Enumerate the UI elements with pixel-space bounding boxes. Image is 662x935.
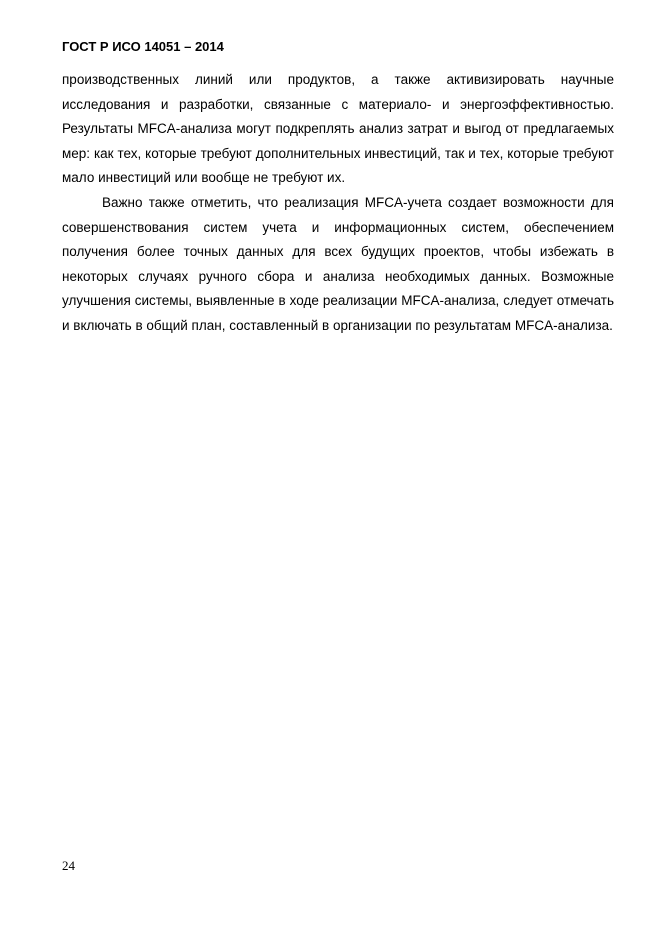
document-header: ГОСТ Р ИСО 14051 – 2014 — [62, 39, 224, 54]
paragraph-continuation: производственных линий или продуктов, а также активизировать научные исследования и разработки, связанные с материало- и энергоэффективностью. Результаты MFCA-анализа могут подкреплять анализ затрат и выгод от предлагаемых мер: как тех, которые требуют дополнительных инвестиций, так и тех, которые требуют мало инвестиций или вообще не требуют их. — [62, 72, 614, 186]
paragraph-mfca-opportunities: Важно также отметить, что реализация MFCA-учета создает возможности для совершенствования систем учета и информационных систем, обеспечением получения более точных данных для всех будущих проектов, чтобы избежать в некоторых случаях ручного сбора и анализа необходимых данных. Возможные улучшения системы, выявленные в ходе реализации MFCA-анализа, следует отмечать и включать в общий план, составленный в организации по результатам MFCA-анализа. — [62, 194, 614, 333]
page-number: 24 — [62, 858, 75, 873]
document-body — [62, 68, 614, 339]
